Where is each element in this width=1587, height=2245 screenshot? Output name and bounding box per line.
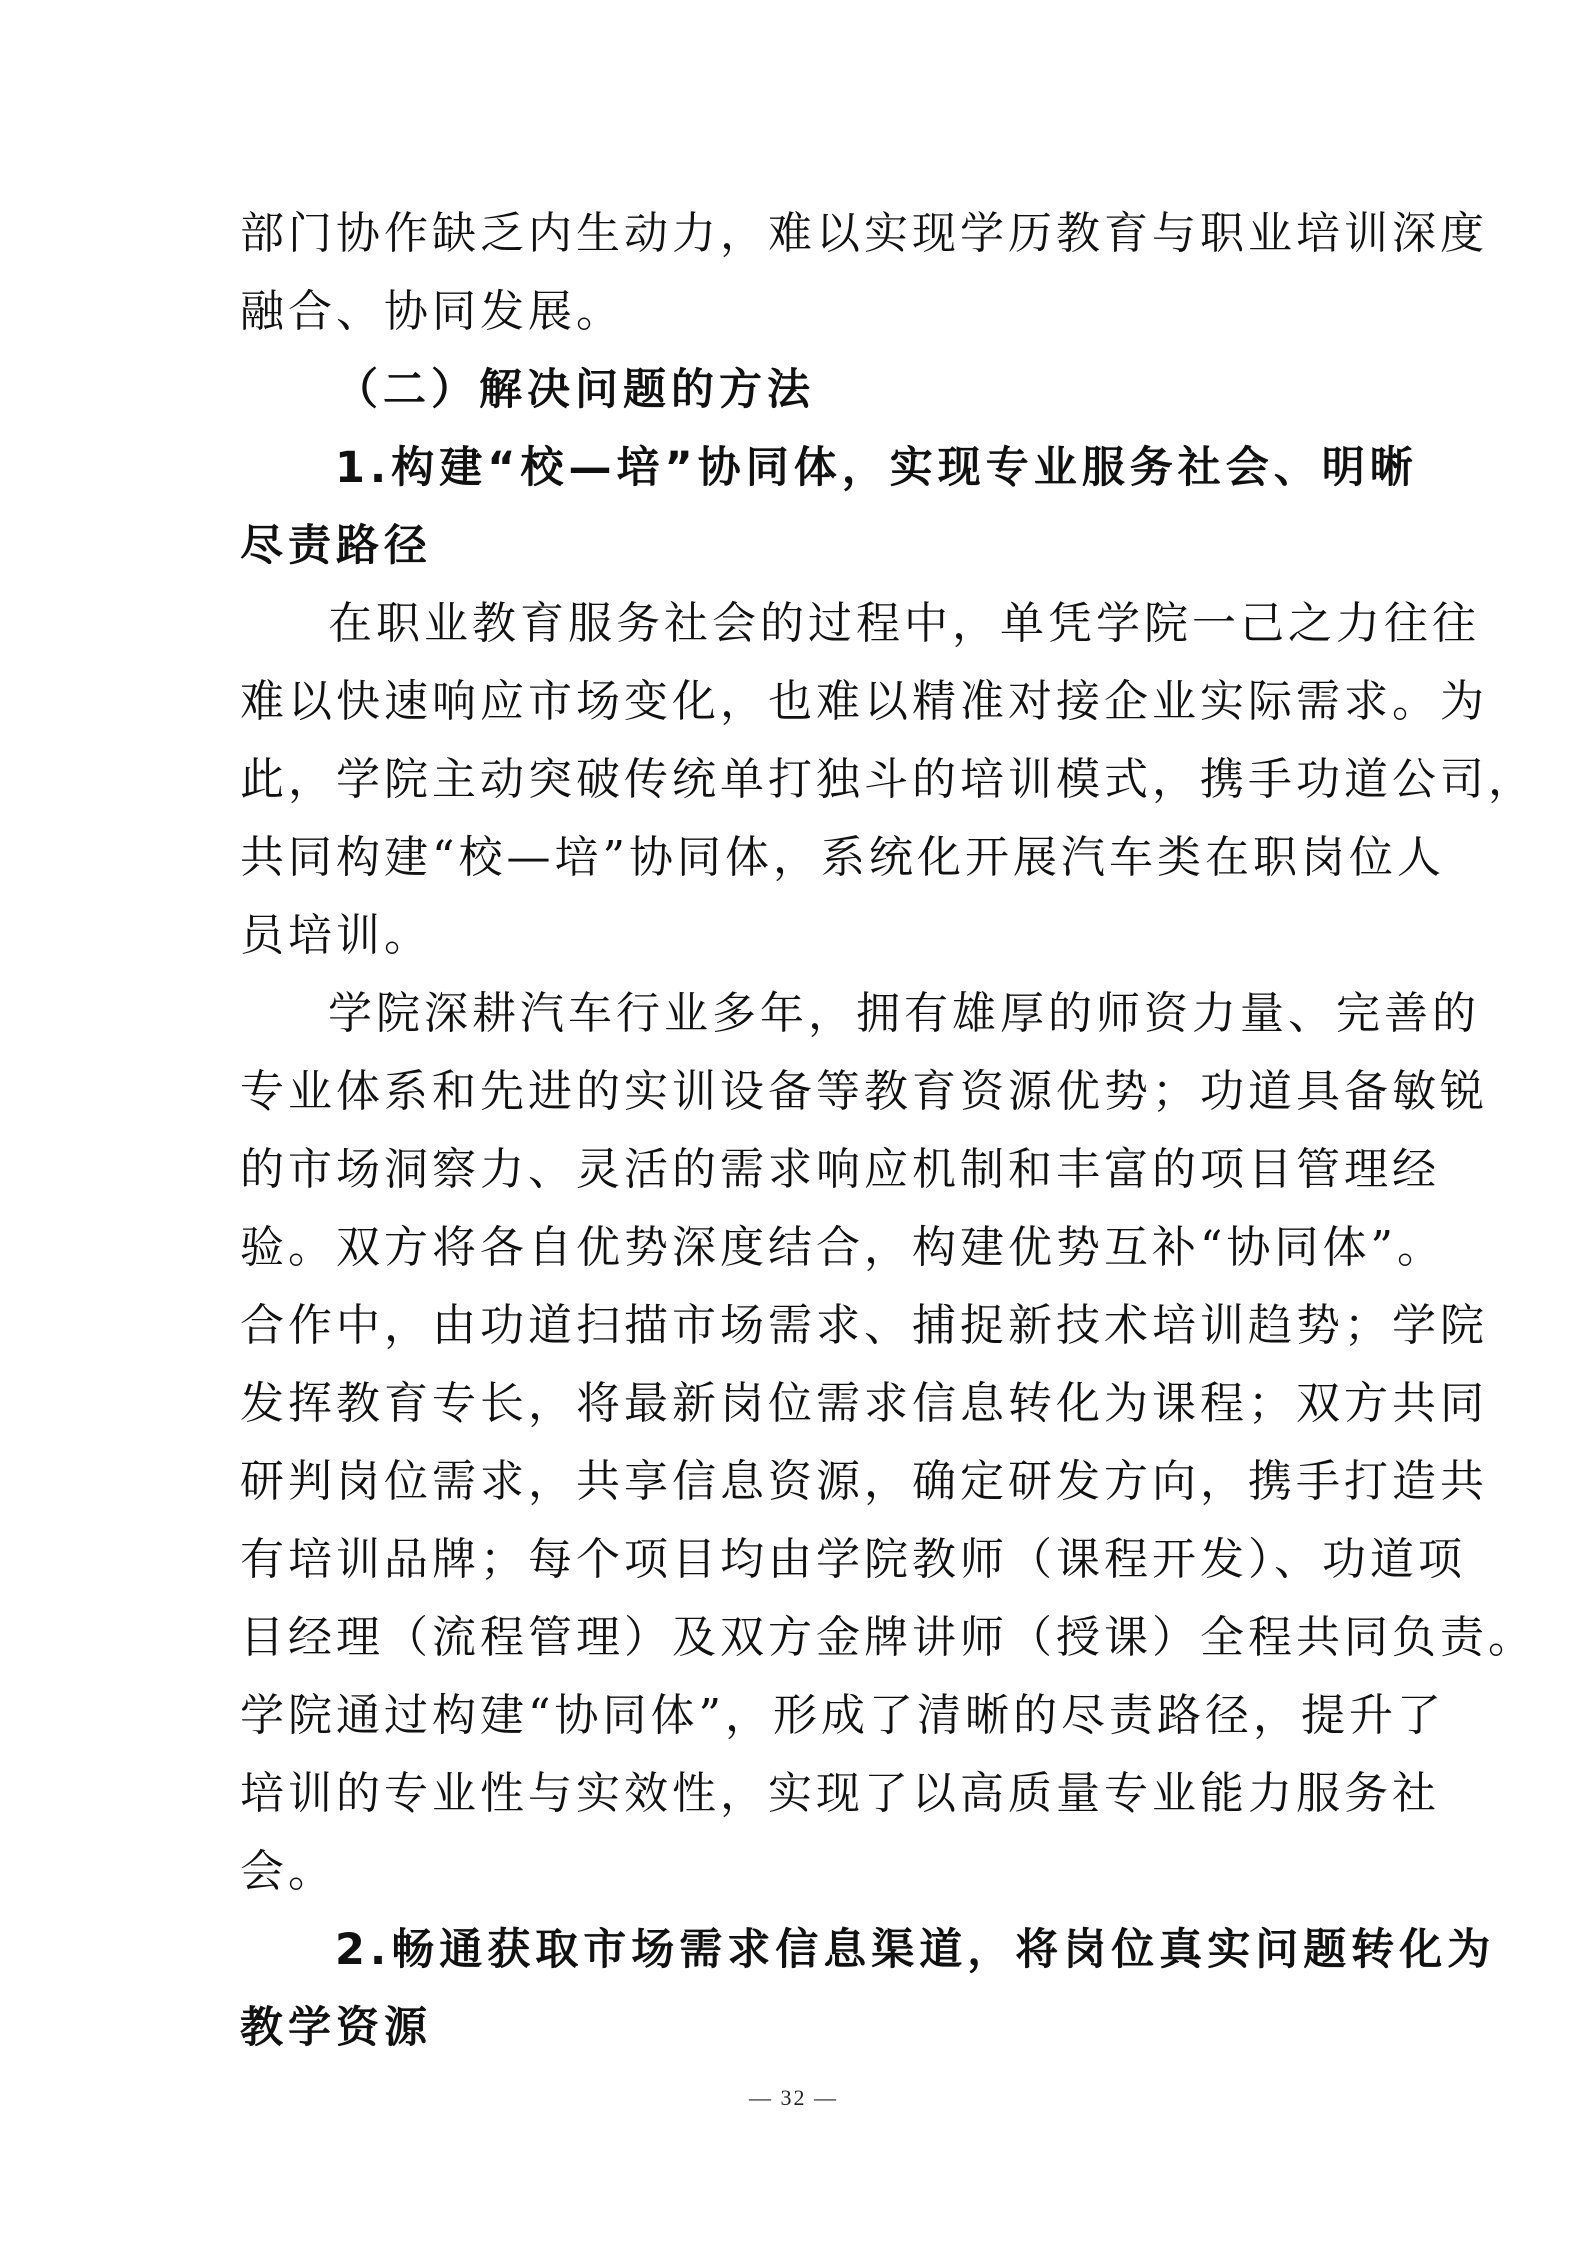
document-body	[240, 195, 1536, 2067]
text-line: 培训的专业性与实效性，实现了以高质量专业能力服务社	[240, 1768, 1440, 1819]
text-line: 会。	[240, 1846, 336, 1897]
text-line: 此，学院主动突破传统单打独斗的培训模式，携手功道公司，	[240, 754, 1536, 805]
page-number: — 32 —	[749, 2085, 838, 2110]
text-line: 的市场洞察力、灵活的需求响应机制和丰富的项目管理经	[240, 1144, 1440, 1195]
text-line: 有培训品牌；每个项目均由学院教师（课程开发）、功道项	[240, 1534, 1466, 1585]
text-line: 目经理（流程管理）及双方金牌讲师（授课）全程共同负责。	[240, 1612, 1536, 1663]
text-line: 学院通过构建“协同体”，形成了清晰的尽责路径，提升了	[240, 1690, 1445, 1741]
text-line: 融合、协同发展。	[240, 286, 624, 337]
text-line: 发挥教育专长，将最新岗位需求信息转化为课程；双方共同	[240, 1378, 1488, 1429]
subsection-heading: 2.畅通获取市场需求信息渠道，将岗位真实问题转化为	[335, 1925, 1496, 1975]
text-line: 难以快速响应市场变化，也难以精准对接企业实际需求。为	[240, 676, 1488, 727]
text-line: 合作中，由功道扫描市场需求、捕捉新技术培训趋势；学院	[240, 1300, 1488, 1351]
text-line: 学院深耕汽车行业多年，拥有雄厚的师资力量、完善的	[328, 988, 1480, 1039]
section-heading: （二）解决问题的方法	[335, 365, 815, 415]
text-line: 在职业教育服务社会的过程中，单凭学院一己之力往往	[328, 598, 1480, 649]
text-line: 专业体系和先进的实训设备等教育资源优势；功道具备敏锐	[240, 1066, 1488, 1117]
subsection-heading: 教学资源	[240, 2003, 432, 2053]
text-line: 研判岗位需求，共享信息资源，确定研发方向，携手打造共	[240, 1456, 1488, 1507]
subsection-heading: 尽责路径	[240, 521, 432, 571]
text-line: 员培训。	[240, 910, 432, 961]
text-line: 验。双方将各自优势深度结合，构建优势互补“协同体”。	[240, 1222, 1445, 1273]
text-line: 部门协作缺乏内生动力，难以实现学历教育与职业培训深度	[240, 208, 1488, 259]
subsection-heading: 1.构建“校—培”协同体，实现专业服务社会、明晰	[335, 443, 1418, 493]
text-line: 共同构建“校—培”协同体，系统化开展汽车类在职岗位人	[240, 832, 1445, 883]
